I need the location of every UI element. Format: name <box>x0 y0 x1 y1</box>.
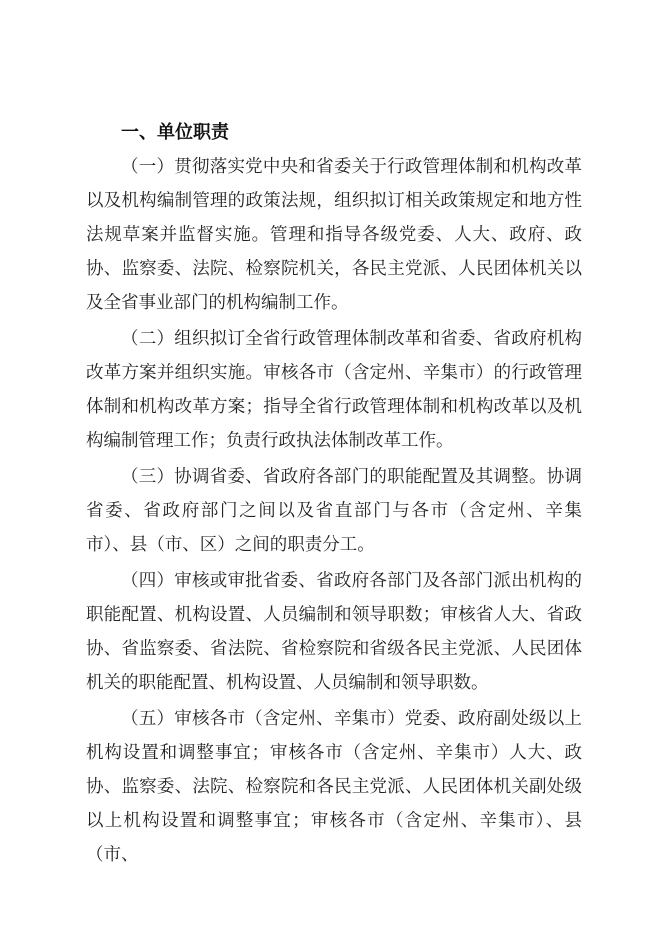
paragraph-5: （五）审核各市（含定州、辛集市）党委、政府副处级以上机构设置和调整事宜；审核各市（含定州、辛集市）人大、政协、监察委、法院、检察院和各民主党派、人民团体机关副处级以上机构设置和调整事宜；审核各市（含定州、辛集市）、县（市、 <box>86 709 582 865</box>
paragraph-4: （四）审核或审批省委、省政府各部门及各部门派出机构的职能配置、机构设置、人员编制和领导职数；审核省人大、省政协、省监察委、省法院、省检察院和省级各民主党派、人民团体机关的职能配置、机构设置、人员编制和领导职数。 <box>86 571 582 693</box>
paragraph-3: （三）协调省委、省政府各部门的职能配置及其调整。协调省委、省政府部门之间以及省直部门与各市（含定州、辛集市）、县（市、区）之间的职责分工。 <box>86 467 582 555</box>
paragraph-2: （二）组织拟订全省行政管理体制改革和省委、省政府机构改革方案并组织实施。审核各市（含定州、辛集市）的行政管理体制和机构改革方案；指导全省行政管理体制和机构改革以及机构编制管理工作；负责行政执法体制改革工作。 <box>86 329 582 451</box>
document-body <box>86 116 582 872</box>
section-title: 一、单位职责 <box>121 122 229 143</box>
paragraph-1: （一）贯彻落实党中央和省委关于行政管理体制和机构改革以及机构编制管理的政策法规，组织拟订相关政策规定和地方性法规草案并监督实施。管理和指导各级党委、人大、政府、政协、监察委、法院、检察院机关，各民主党派、人民团体机关以及全省事业部门的机构编制工作。 <box>86 157 582 313</box>
